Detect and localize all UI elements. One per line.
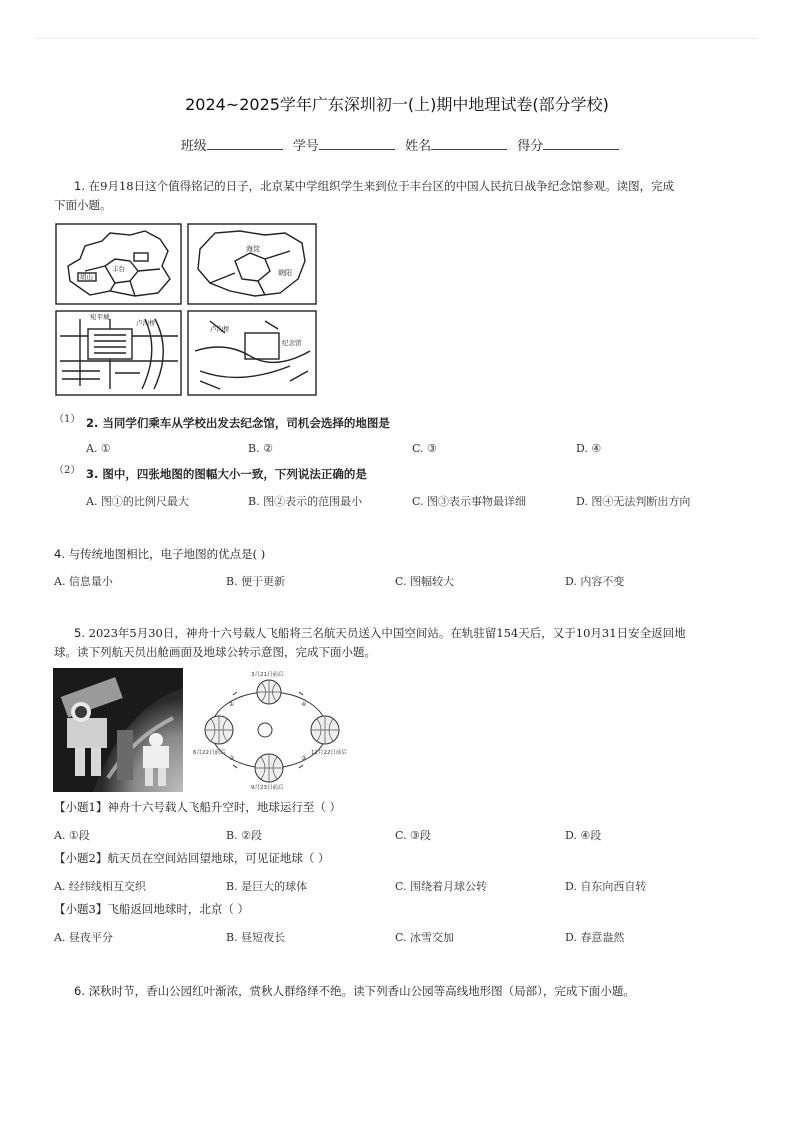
- map-2: [188, 224, 316, 304]
- map-4-label-b: 纪念馆: [282, 339, 302, 347]
- map-1-label-a: 丰台: [112, 265, 125, 273]
- map-1: [56, 224, 181, 304]
- question-2-text: 当同学们乘车从学校出发去纪念馆，司机会选择的地图是: [102, 416, 390, 430]
- question-6-stem: [74, 982, 764, 1001]
- earth-orbit-diagram: [183, 668, 359, 792]
- subquestion-1-index: （1）: [54, 414, 81, 425]
- q5s1-option-a[interactable]: A. ①段: [54, 829, 90, 842]
- question-1-number: 1.: [74, 179, 85, 193]
- name-label: 姓名: [405, 139, 432, 154]
- score-blank[interactable]: [543, 137, 619, 150]
- q5s3-option-c[interactable]: C. 冰雪交加: [395, 931, 455, 944]
- earth-left: [205, 716, 233, 744]
- map-2-label-a: 海淀: [246, 245, 260, 253]
- question-3-stem: [86, 465, 367, 484]
- question-4-number: 4.: [54, 547, 65, 561]
- class-blank[interactable]: [207, 137, 283, 150]
- astronaut-photo: [53, 668, 183, 792]
- question-1-text-line2: 下面小题。: [54, 198, 112, 212]
- map-4: [188, 311, 316, 395]
- question-5-text-line1: 2023年5月30日，神舟十六号载人飞船将三名航天员送入中国空间站。在轨驻留154天后，又于10月31日安全返回地: [88, 626, 686, 640]
- q5s2-option-b[interactable]: B. 是巨大的球体: [226, 880, 308, 893]
- q5s3-option-d[interactable]: D. 春意盎然: [565, 931, 625, 944]
- earth-top: [257, 680, 281, 704]
- orbit-label-bottom: 9月23日前后: [251, 785, 284, 791]
- question-2-stem: [86, 414, 390, 433]
- orbit-segment-4: ④: [301, 701, 307, 708]
- orbit-segment-3: ③: [301, 755, 307, 762]
- question-4-stem: [54, 545, 265, 564]
- map-1-label-b: 胡山: [80, 273, 93, 281]
- q5-subquestion-3: 【小题3】飞船返回地球时，北京（ ）: [54, 902, 249, 916]
- map-3: [56, 311, 181, 395]
- q2-option-a[interactable]: A. ①: [86, 442, 111, 455]
- q2-option-c[interactable]: C. ③: [412, 442, 437, 455]
- q3-option-b[interactable]: B. 图②表示的范围最小: [248, 495, 363, 508]
- question-5-number: 5.: [74, 626, 85, 640]
- student-id-blank[interactable]: [319, 137, 395, 150]
- q5s2-option-a[interactable]: A. 经纬线相互交织: [54, 880, 146, 893]
- q3-option-a[interactable]: A. 图①的比例尺最大: [86, 495, 189, 508]
- name-blank[interactable]: [431, 137, 507, 150]
- orbit-segment-2: ②: [229, 755, 235, 762]
- q4-option-b[interactable]: B. 便于更新: [226, 575, 286, 588]
- top-divider: [36, 38, 758, 39]
- subquestion-2-index: （2）: [54, 465, 81, 476]
- q3-option-d[interactable]: D. 图④无法判断出方向: [576, 495, 691, 508]
- q5s2-option-c[interactable]: C. 围绕着月球公转: [395, 880, 488, 893]
- orbit-label-top: 3月21日前后: [251, 672, 284, 678]
- q2-option-d[interactable]: D. ④: [576, 442, 602, 455]
- question-1-text-line1: 在9月18日这个值得铭记的日子，北京某中学组织学生来到位于丰台区的中国人民抗日战争纪念馆参观。读图，完成: [88, 179, 675, 193]
- earth-right: [311, 716, 339, 744]
- orbit-label-left: 6月22日前后: [193, 750, 226, 756]
- q3-option-c[interactable]: C. 图③表示事物最详细: [412, 495, 527, 508]
- map-3-label-a: 宛平城: [90, 313, 110, 321]
- four-maps-figure: [50, 221, 320, 397]
- q5-subquestion-1: 【小题1】神舟十六号载人飞船升空时，地球运行至（ ）: [54, 800, 341, 814]
- q4-option-a[interactable]: A. 信息量小: [54, 575, 113, 588]
- score-label: 得分: [517, 139, 544, 154]
- question-2-number: 2.: [86, 416, 99, 430]
- question-5-stem: [74, 624, 764, 643]
- question-4-text: 与传统地图相比，电子地图的优点是( ): [68, 547, 266, 561]
- q4-option-d[interactable]: D. 内容不变: [565, 575, 625, 588]
- orbit-segment-1: ①: [229, 701, 235, 708]
- question-6-text: 深秋时节，香山公园红叶渐浓，赏秋人群络绎不绝。读下列香山公园等高线地形图（局部），完成下面小题。: [88, 984, 635, 998]
- q5-subquestion-2: 【小题2】航天员在空间站回望地球，可见证地球（ ）: [54, 851, 330, 865]
- student-info-row: [0, 135, 794, 154]
- student-id-label: 学号: [292, 139, 319, 154]
- page-title: 2024~2025学年广东深圳初一(上)期中地理试卷(部分学校): [185, 95, 609, 114]
- map-2-label-b: 朝阳: [278, 269, 292, 277]
- q5s2-option-d[interactable]: D. 自东向西自转: [565, 880, 647, 893]
- q5s3-option-b[interactable]: B. 昼短夜长: [226, 931, 286, 944]
- question-3-number: 3.: [86, 467, 99, 481]
- class-label: 班级: [180, 139, 207, 154]
- question-1-stem: [74, 177, 754, 196]
- q5s1-option-d[interactable]: D. ④段: [565, 829, 602, 842]
- question-6-number: 6.: [74, 984, 85, 998]
- earth-bottom: [255, 754, 283, 782]
- q4-option-c[interactable]: C. 图幅较大: [395, 575, 455, 588]
- map-3-label-b: 卢沟桥: [136, 319, 156, 327]
- q5s1-option-c[interactable]: C. ③段: [395, 829, 431, 842]
- q2-option-b[interactable]: B. ②: [248, 442, 273, 455]
- question-3-text: 图中，四张地图的图幅大小一致，下列说法正确的是: [102, 467, 367, 481]
- map-4-label-a: 卢沟桥: [210, 325, 230, 333]
- question-5-text-line2: 球。读下列航天员出舱画面及地球公转示意图，完成下面小题。: [54, 645, 376, 659]
- q5s3-option-a[interactable]: A. 昼夜平分: [54, 931, 113, 944]
- q5s1-option-b[interactable]: B. ②段: [226, 829, 262, 842]
- orbit-label-right: 12月22日前后: [311, 750, 347, 756]
